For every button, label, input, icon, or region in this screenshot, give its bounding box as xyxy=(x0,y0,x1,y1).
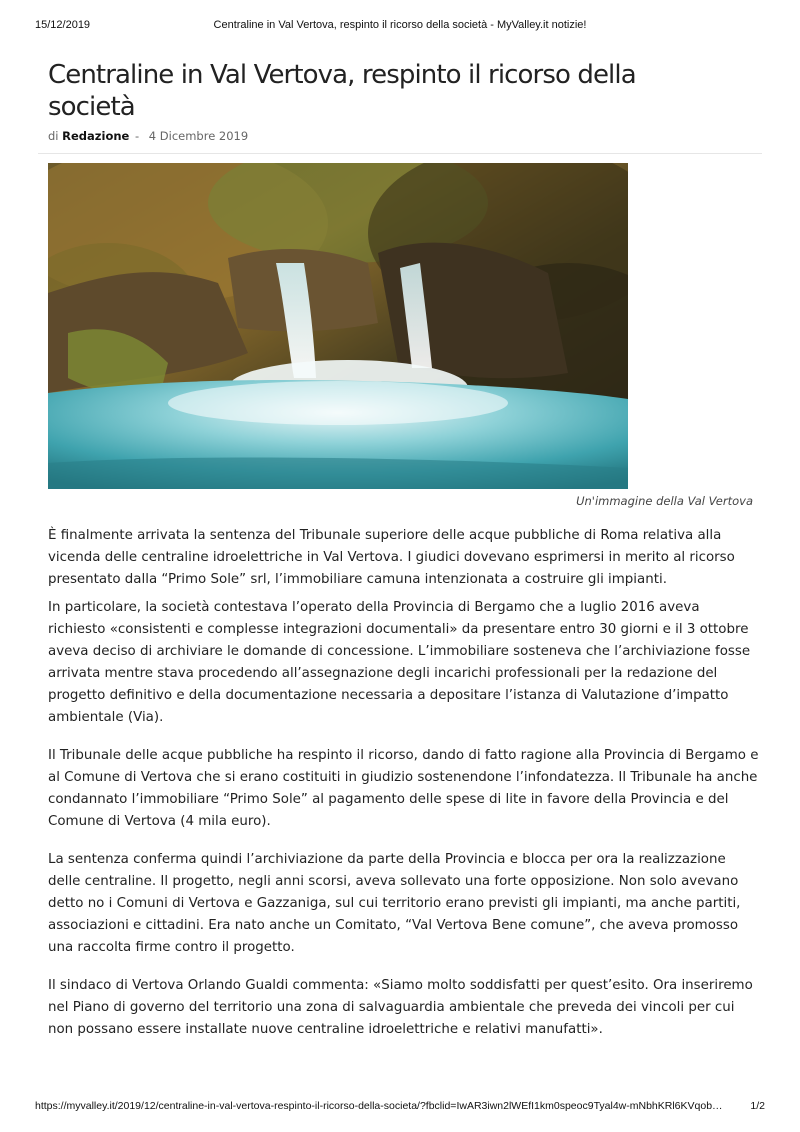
article-image xyxy=(48,163,628,489)
print-header xyxy=(35,19,765,33)
author-link[interactable]: Redazione xyxy=(62,129,130,143)
print-date: 15/12/2019 xyxy=(35,19,91,31)
article-byline xyxy=(48,129,248,143)
article-date: 4 Dicembre 2019 xyxy=(148,129,249,143)
paragraph: Il sindaco di Vertova Orlando Gualdi commenta: «Siamo molto soddisfatti per quest’esito. Ora inseriremo nel Piano di governo del territorio una zona di salvaguardia ambientale che preveda dei vincoli per cui non possano essere installate nuove centraline idroelettriche e relativi manufatti». xyxy=(48,978,753,1037)
article-body xyxy=(48,525,760,1047)
paragraph: In particolare, la società contestava l’operato della Provincia di Bergamo che a luglio 2016 aveva richiesto «consistenti e complesse integrazioni documentali» da presentare entro 30 giorni e il 3 ottobre aveva deciso di archiviare le domande di concessione. L’immobiliare sosteneva che l’archiviazione fosse arrivata mentre stava procedendo all’assegnazione degli incarichi professionali per la redazione del progetto definitivo e della documentazione necessaria a depositare l’istanza di Valutazione d’impatto ambientale (Via). xyxy=(48,600,751,725)
image-caption: Un'immagine della Val Vertova xyxy=(576,494,753,508)
paragraph: La sentenza conferma quindi l’archiviazione da parte della Provincia e blocca per ora la realizzazione delle centraline. Il progetto, negli anni scorsi, aveva sollevato una forte opposizione. Non solo avevano detto no i Comuni di Vertova e Gazzaniga, sul cui territorio erano previsti gli impianti, ma anche partiti, associazioni e cittadini. Era nato anche un Comitato, “Val Vertova Bene comune”, che aveva promosso una raccolta firme contro il progetto. xyxy=(48,852,741,955)
paragraph: Il Tribunale delle acque pubbliche ha respinto il ricorso, dando di fatto ragione alla Provincia di Bergamo e al Comune di Vertova che si erano costituiti in giudizio sostenendone l’infondatezza. Il Tribunale ha anche condannato l’immobiliare “Primo Sole” al pagamento delle spese di lite in favore della Provincia e del Comune di Vertova (4 mila euro). xyxy=(48,748,759,829)
byline-separator: - xyxy=(134,129,140,143)
print-footer xyxy=(35,1100,765,1114)
page-url: https://myvalley.it/2019/12/centraline-in-val-vertova-respinto-il-ricorso-della-societa/?fbclid=IwAR3iwn2lWEfI1km0speoc9Tyal4w-mNbhKRl6KVqob… xyxy=(35,1100,723,1112)
paragraph: È finalmente arrivata la sentenza del Tribunale superiore delle acque pubbliche di Roma relativa alla vicenda delle centraline idroelettriche in Val Vertova. I giudici dovevano esprimersi in merito al ricorso presentato dalla “Primo Sole” srl, l’immobiliare camuna intenzionata a costruire gli impianti. xyxy=(48,528,735,587)
header-divider xyxy=(38,153,762,154)
article-title: Centraline in Val Vertova, respinto il ricorso della società xyxy=(48,60,636,122)
page-number: 1/2 xyxy=(750,1100,765,1112)
byline-prefix: di xyxy=(48,129,59,143)
print-page-title: Centraline in Val Vertova, respinto il ricorso della società - MyValley.it notizie! xyxy=(213,19,587,31)
